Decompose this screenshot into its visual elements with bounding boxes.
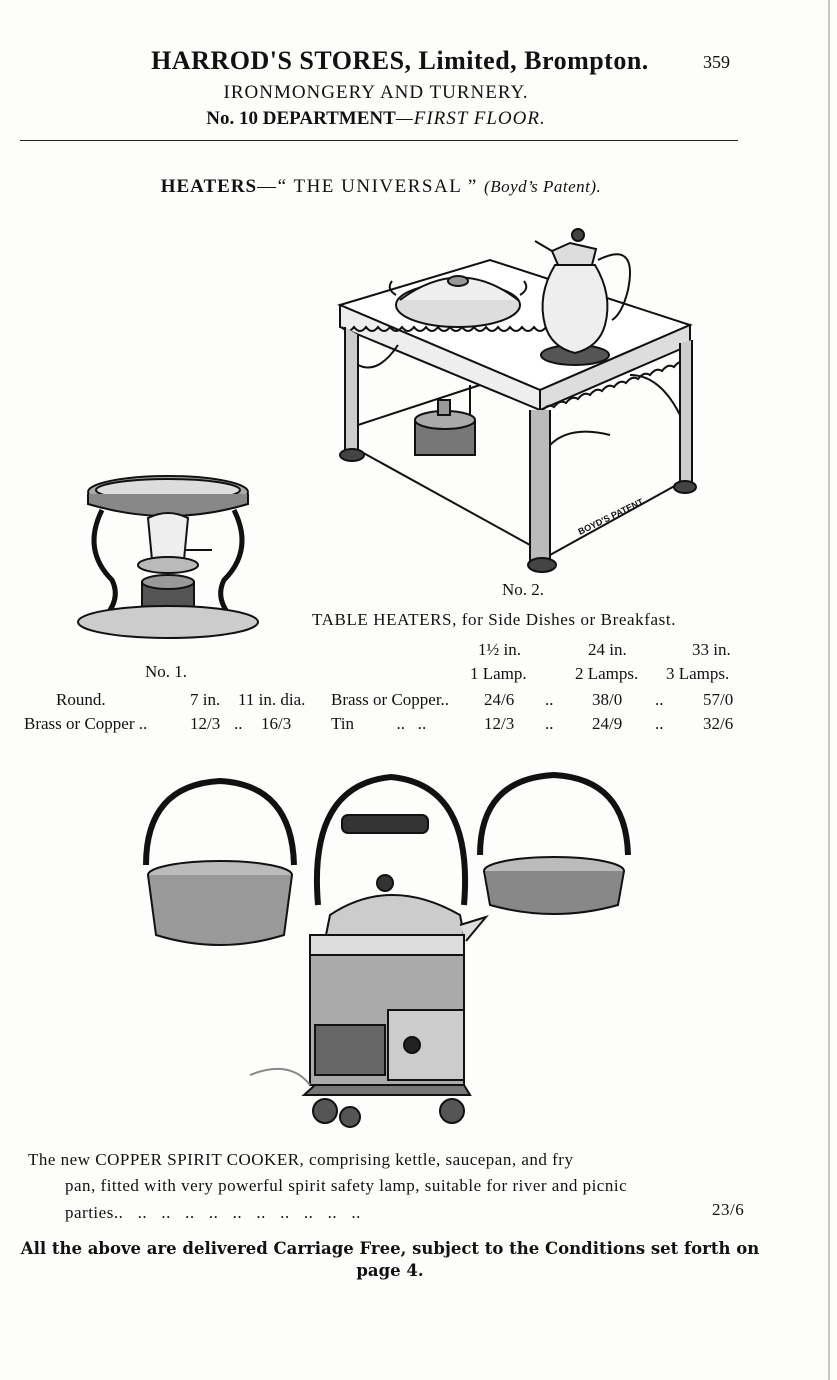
no2-row1-dots2: .. xyxy=(655,690,664,709)
no2-row2-label: Tin .. .. xyxy=(331,714,427,733)
patent-mark: BOYD'S PATENT xyxy=(576,496,645,537)
spirit-cooker-illustration xyxy=(140,775,640,1135)
cooker-description-line3: parties.. .. .. .. .. .. .. .. .. .. .. xyxy=(65,1203,361,1222)
size-col1: 1½ in. xyxy=(478,640,521,659)
heater-no2-caption: TABLE HEATERS, for Side Dishes or Breakfast. xyxy=(312,610,677,629)
table-heater-illustration xyxy=(330,215,730,585)
no2-row1-price1: 24/6 xyxy=(484,690,515,709)
no1-row1-col1: 7 in. xyxy=(190,690,221,709)
no1-row1-label: Round. xyxy=(56,690,106,709)
page-edge xyxy=(828,0,830,1380)
lamp-col1: 1 Lamp. xyxy=(470,664,527,683)
heater-no2-label: No. 2. xyxy=(502,580,545,599)
department-subtitle: IRONMONGERY AND TURNERY. xyxy=(223,82,529,103)
no1-row2-label: Brass or Copper .. xyxy=(24,714,148,733)
store-title xyxy=(0,46,800,76)
no1-row1-col2: 11 in. dia. xyxy=(238,690,306,709)
no2-row1-price2: 38/0 xyxy=(592,690,623,709)
no2-row2-dots1: .. xyxy=(545,714,554,733)
no2-row1-price3: 57/0 xyxy=(703,690,734,709)
size-col2: 24 in. xyxy=(588,640,627,659)
section-title-italic: (Boyd’s Patent). xyxy=(484,177,602,196)
no1-row2-sep: .. xyxy=(234,714,243,733)
no2-row2-price2: 24/9 xyxy=(592,714,623,733)
department-floor: —FIRST FLOOR. xyxy=(395,108,546,129)
no2-row1-label: Brass or Copper.. xyxy=(331,690,450,709)
no2-row1-dots1: .. xyxy=(545,690,554,709)
no2-row2-price3: 32/6 xyxy=(703,714,734,733)
cooker-description-line2: pan, fitted with very powerful spirit safety lamp, suitable for river and picnic xyxy=(65,1176,628,1195)
heater-no1-label: No. 1. xyxy=(145,662,188,681)
department-number: No. 10 DEPARTMENT xyxy=(206,108,396,129)
department-line xyxy=(0,108,752,130)
lamp-col3: 3 Lamps. xyxy=(666,664,730,683)
round-heater-illustration xyxy=(80,470,270,645)
size-col3: 33 in. xyxy=(692,640,731,659)
delivery-notice: All the above are delivered Carriage Free, subject to the Conditions set forth on page 4. xyxy=(20,1239,760,1280)
section-title-rest: —“ THE UNIVERSAL ” xyxy=(257,176,478,197)
no2-row2-price1: 12/3 xyxy=(484,714,515,733)
no1-row2-col1: 12/3 xyxy=(190,714,221,733)
no2-row2-dots2: .. xyxy=(655,714,664,733)
store-name: HARROD'S STORES, xyxy=(151,46,412,75)
cooker-price: 23/6 xyxy=(712,1200,745,1219)
page-number: 359 xyxy=(703,52,730,72)
store-name-rest: Limited, Brompton. xyxy=(418,46,649,75)
section-title xyxy=(0,176,762,198)
header-rule xyxy=(20,140,738,141)
cooker-description-line1: The new COPPER SPIRIT COOKER, comprising kettle, saucepan, and fry xyxy=(28,1150,574,1169)
section-title-bold: HEATERS xyxy=(160,176,258,197)
lamp-col2: 2 Lamps. xyxy=(575,664,639,683)
no1-row2-col2: 16/3 xyxy=(261,714,292,733)
